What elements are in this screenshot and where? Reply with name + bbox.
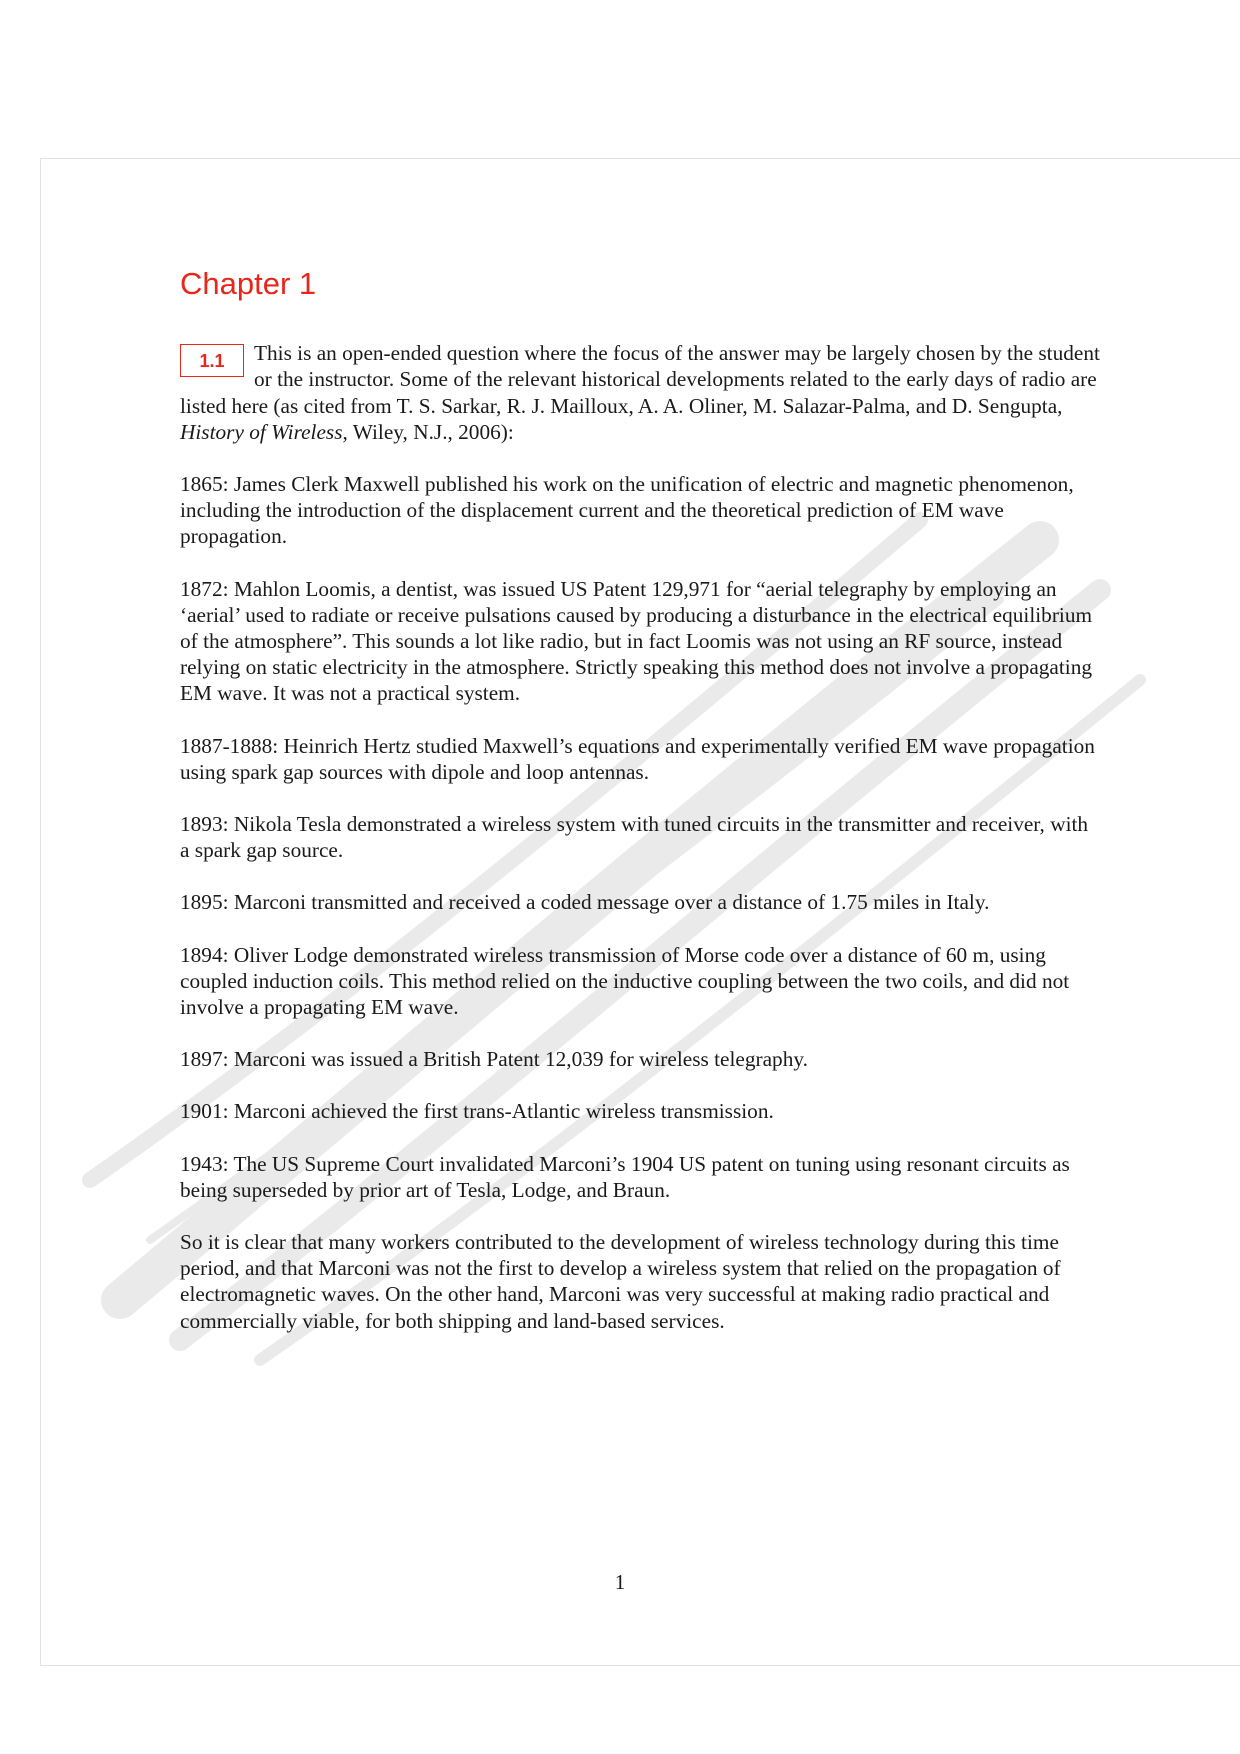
problem-intro: [180, 340, 1100, 445]
intro-text-end: , Wiley, N.J., 2006):: [342, 419, 514, 444]
event-paragraph-1943: 1943: The US Supreme Court invalidated Marconi’s 1904 US patent on tuning using resonant circuits as being superseded by prior art of Tesla, Lodge, and Braun.: [180, 1151, 1070, 1202]
document-body: [180, 265, 1100, 1360]
book-title: History of Wireless: [180, 419, 343, 444]
chapter-title: Chapter 1: [180, 266, 317, 301]
event-paragraph-1895: 1895: Marconi transmitted and received a coded message over a distance of 1.75 miles in Italy.: [180, 890, 990, 915]
page-number: 1: [614, 1570, 626, 1594]
event-paragraph-1887: 1887-1888: Heinrich Hertz studied Maxwell’s equations and experimentally verified EM wave propagation using spark gap sources with dipole and loop antennas.: [180, 733, 1095, 784]
problem-number-badge: 1.1: [180, 344, 244, 377]
conclusion-paragraph: So it is clear that many workers contributed to the development of wireless technology during this time period, and that Marconi was not the first to develop a wireless system that relied on the propagation of electromagnetic waves. On the other hand, Marconi was very successful at making radio practical and commercially viable, for both shipping and land-based services.: [180, 1230, 1061, 1333]
intro-text: This is an open-ended question where the focus of the answer may be largely chosen by the student or the instructor. Some of the relevant historical developments related to the early days of radio are listed here (as cited from T. S. Sarkar, R. J. Mailloux, A. A. Oliner, M. Salazar-Palma, and D. Sengupta,: [180, 341, 1100, 418]
event-paragraph-1893: 1893: Nikola Tesla demonstrated a wireless system with tuned circuits in the transmitter and receiver, with a spark gap source.: [180, 812, 1089, 863]
event-paragraph-1897: 1897: Marconi was issued a British Patent 12,039 for wireless telegraphy.: [180, 1047, 808, 1072]
event-paragraph-1865: 1865: James Clerk Maxwell published his work on the unification of electric and magnetic phenomenon, including the introduction of the displacement current and the theoretical prediction of EM wave propagation.: [180, 472, 1074, 549]
event-paragraph-1872: 1872: Mahlon Loomis, a dentist, was issued US Patent 129,971 for “aerial telegraphy by employing an ‘aerial’ used to radiate or receive pulsations caused by producing a disturbance in the electrical equilibrium of the atmosphere”. This sounds a lot like radio, but in fact Loomis was not using an RF source, instead relying on static electricity in the atmosphere. Strictly speaking this method does not involve a propagating EM wave. It was not a practical system.: [180, 576, 1093, 706]
event-paragraph-1894: 1894: Oliver Lodge demonstrated wireless transmission of Morse code over a distance of 60 m, using coupled induction coils. This method relied on the inductive coupling between the two coils, and did not involve a propagating EM wave.: [180, 942, 1070, 1020]
event-paragraph-1901: 1901: Marconi achieved the first trans-Atlantic wireless transmission.: [180, 1099, 774, 1124]
